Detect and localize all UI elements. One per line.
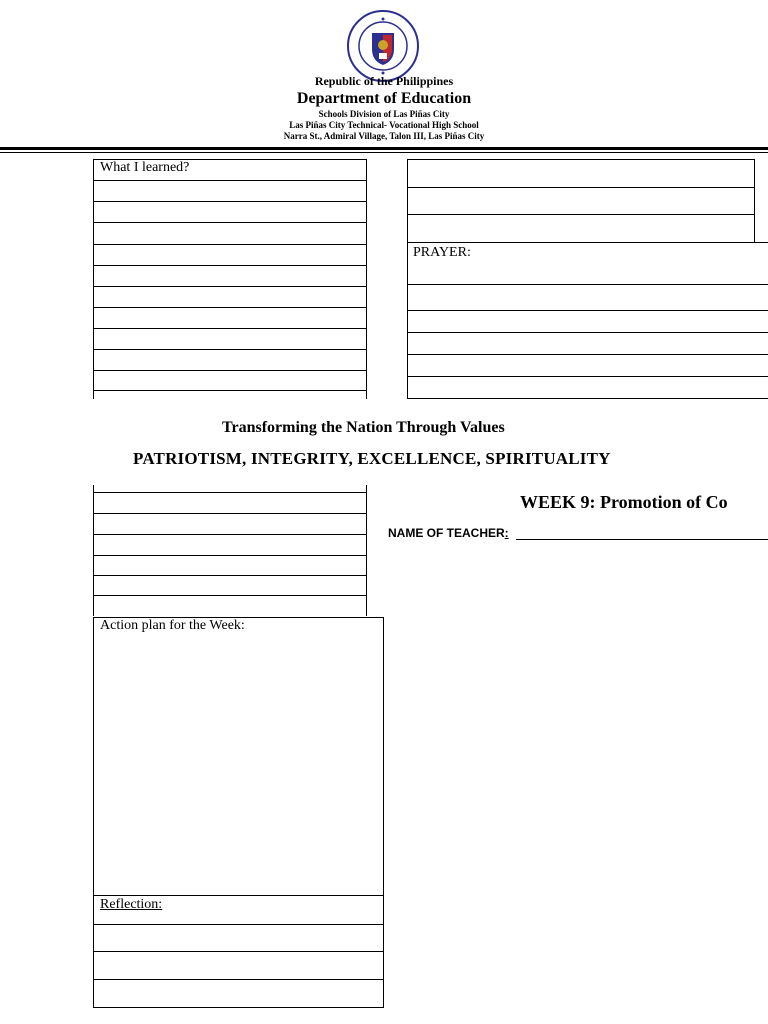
header-school: Las Piñas City Technical- Vocational High School xyxy=(289,120,479,130)
table-rule xyxy=(93,180,367,181)
table-rule xyxy=(93,595,367,596)
table-rule xyxy=(407,159,755,160)
table-rule xyxy=(93,286,367,287)
table-rule xyxy=(407,214,755,215)
table-rule xyxy=(93,222,367,223)
table-rule xyxy=(93,370,367,371)
teacher-colon: : xyxy=(504,526,509,540)
table-rule xyxy=(93,513,367,514)
table-rule xyxy=(407,354,768,355)
action-plan-box[interactable] xyxy=(93,617,384,1008)
table-rule xyxy=(407,187,755,188)
table-rule xyxy=(93,244,367,245)
table-rule xyxy=(93,307,367,308)
action-plan-label: Action plan for the Week: xyxy=(100,618,245,633)
prayer-label: PRAYER: xyxy=(413,245,471,260)
table-rule xyxy=(93,951,384,952)
table-border xyxy=(407,159,408,399)
reflection-label: Reflection: xyxy=(100,897,163,912)
teacher-name-line xyxy=(388,526,509,540)
header-department: Department of Education xyxy=(296,90,472,107)
table-rule xyxy=(93,390,367,391)
table-rule xyxy=(93,201,367,202)
table-rule xyxy=(93,575,367,576)
table-rule xyxy=(407,284,768,285)
table-rule xyxy=(93,265,367,266)
table-rule xyxy=(93,534,367,535)
table-rule xyxy=(407,332,768,333)
header-rule-thick xyxy=(0,147,768,150)
table-rule xyxy=(407,398,768,399)
table-rule xyxy=(93,328,367,329)
table-rule xyxy=(93,492,367,493)
table-rule xyxy=(407,376,768,377)
header-address: Narra St., Admiral Village, Talon III, Las Piñas City xyxy=(283,131,485,141)
table-border xyxy=(366,485,367,616)
table-border xyxy=(93,159,94,399)
table-border xyxy=(366,159,367,399)
deped-seal xyxy=(346,9,420,83)
motto-line2: PATRIOTISM, INTEGRITY, EXCELLENCE, SPIRITUALITY xyxy=(133,449,611,468)
table-rule xyxy=(93,979,384,980)
week-title: WEEK 9: Promotion of Co xyxy=(520,492,728,512)
table-rule xyxy=(93,895,384,896)
table-border xyxy=(93,485,94,616)
table-rule xyxy=(93,924,384,925)
header-republic: Republic of the Philippines xyxy=(314,74,454,88)
table-rule xyxy=(407,310,768,311)
teacher-label: NAME OF TEACHER xyxy=(388,526,505,540)
what-i-learned-label: What I learned? xyxy=(100,160,190,175)
header-division: Schools Division of Las Piñas City xyxy=(318,109,450,119)
motto-line1: Transforming the Nation Through Values xyxy=(222,419,505,436)
table-rule xyxy=(93,555,367,556)
teacher-name-underline[interactable] xyxy=(516,539,768,540)
deped-seal-icon xyxy=(346,9,420,83)
table-rule xyxy=(407,242,768,243)
table-rule xyxy=(93,349,367,350)
table-border xyxy=(754,159,755,243)
header-rule-thin xyxy=(0,152,768,153)
